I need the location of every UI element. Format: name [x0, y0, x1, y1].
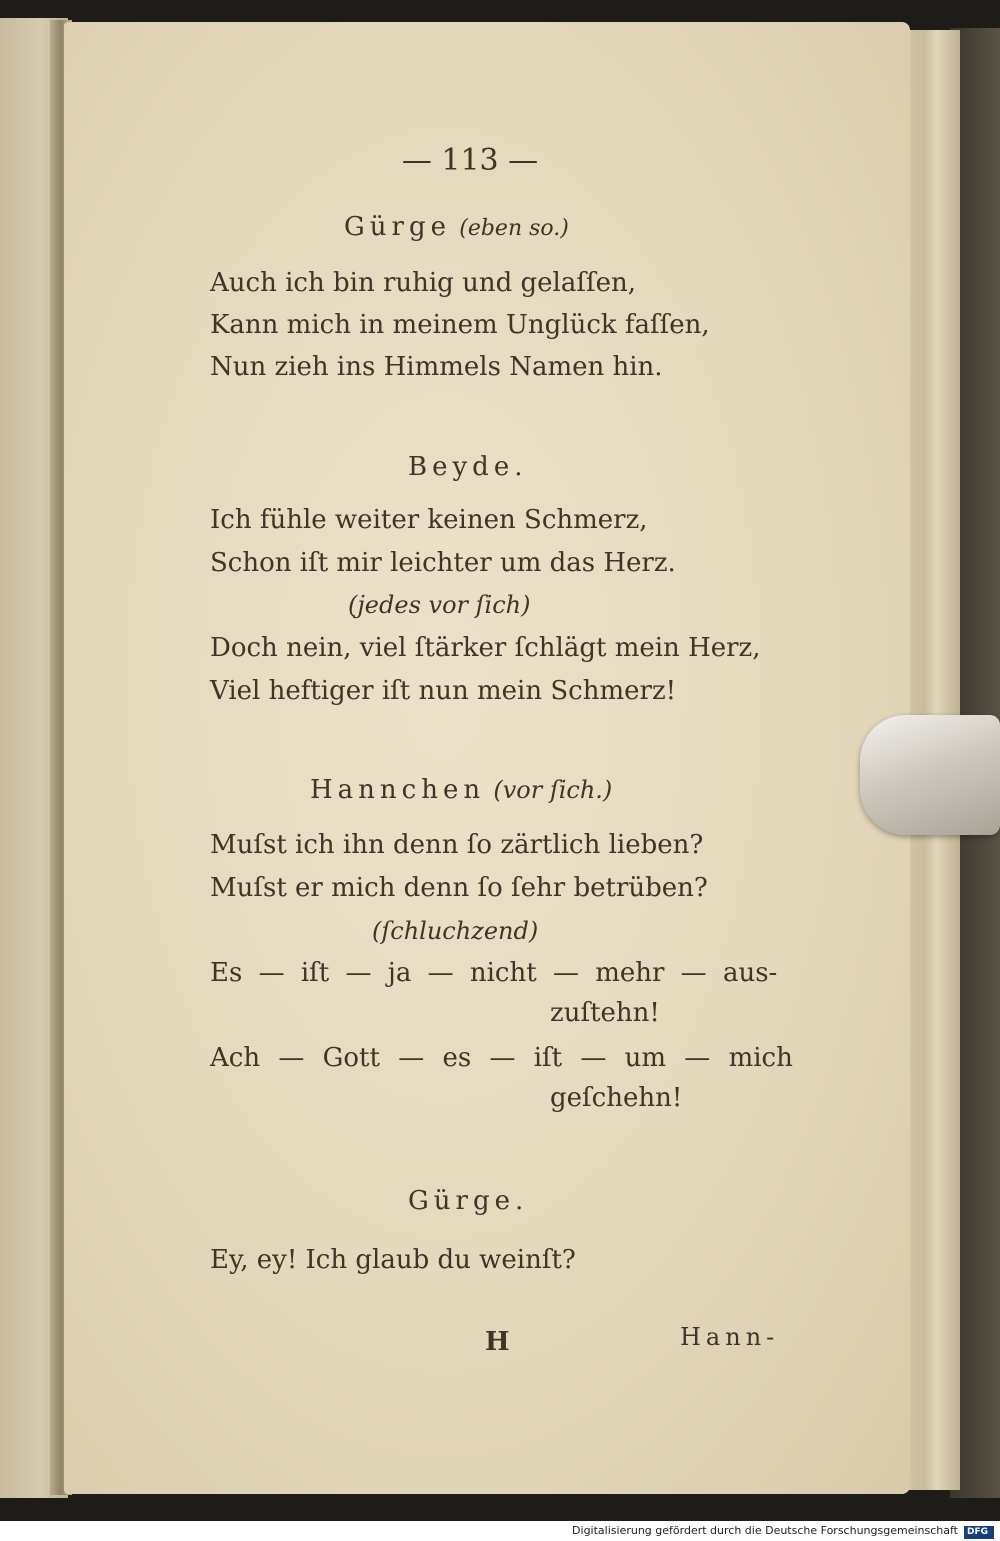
- verse-line: Doch nein, viel ſtärker ſchlägt mein Herz,: [210, 633, 761, 663]
- verse-line: Auch ich bin ruhig und gelaſſen,: [210, 268, 636, 298]
- verse-line: Muſst er mich denn ſo ſehr betrüben?: [210, 873, 708, 903]
- verse-line: Ach — Gott — es — iſt — um — mich: [210, 1043, 793, 1073]
- verse-line: Nun zieh ins Himmels Namen hin.: [210, 352, 663, 382]
- speaker-heading: Gürge.: [408, 1186, 529, 1216]
- catchword: Hann-: [680, 1323, 780, 1351]
- page-number: — 113 —: [401, 143, 539, 178]
- verse-line: Schon iſt mir leichter um das Herz.: [210, 548, 676, 578]
- dfg-logo: DFG: [964, 1526, 994, 1539]
- speaker-heading: Beyde.: [408, 452, 528, 482]
- stage-direction: (ſchluchzend): [372, 917, 539, 945]
- verse-line: Viel heftiger iſt nun mein Schmerz!: [210, 676, 677, 706]
- verse-line: Es — iſt — ja — nicht — mehr — aus-: [210, 958, 778, 988]
- speaker-heading: Gürge (eben so.): [344, 212, 569, 242]
- verse-line-continuation: geſchehn!: [550, 1083, 683, 1113]
- footer-credit: Digitalisierung gefördert durch die Deutsche Forschungsgemeinschaft: [572, 1524, 958, 1537]
- verse-line-continuation: zuſtehn!: [550, 998, 660, 1028]
- digitization-footer: [0, 1521, 1000, 1541]
- stage-direction: (jedes vor ſich): [348, 591, 531, 619]
- page-clip: [860, 715, 1000, 835]
- verse-line: Kann mich in meinem Unglück faſſen,: [210, 310, 710, 340]
- verse-line: Ich fühle weiter keinen Schmerz,: [210, 505, 648, 535]
- signature-mark: H: [485, 1327, 510, 1357]
- verse-line: Muſst ich ihn denn ſo zärtlich lieben?: [210, 830, 704, 860]
- verse-line: Ey, ey! Ich glaub du weinſt?: [210, 1245, 576, 1275]
- speaker-heading: Hannchen (vor ſich.): [310, 775, 613, 805]
